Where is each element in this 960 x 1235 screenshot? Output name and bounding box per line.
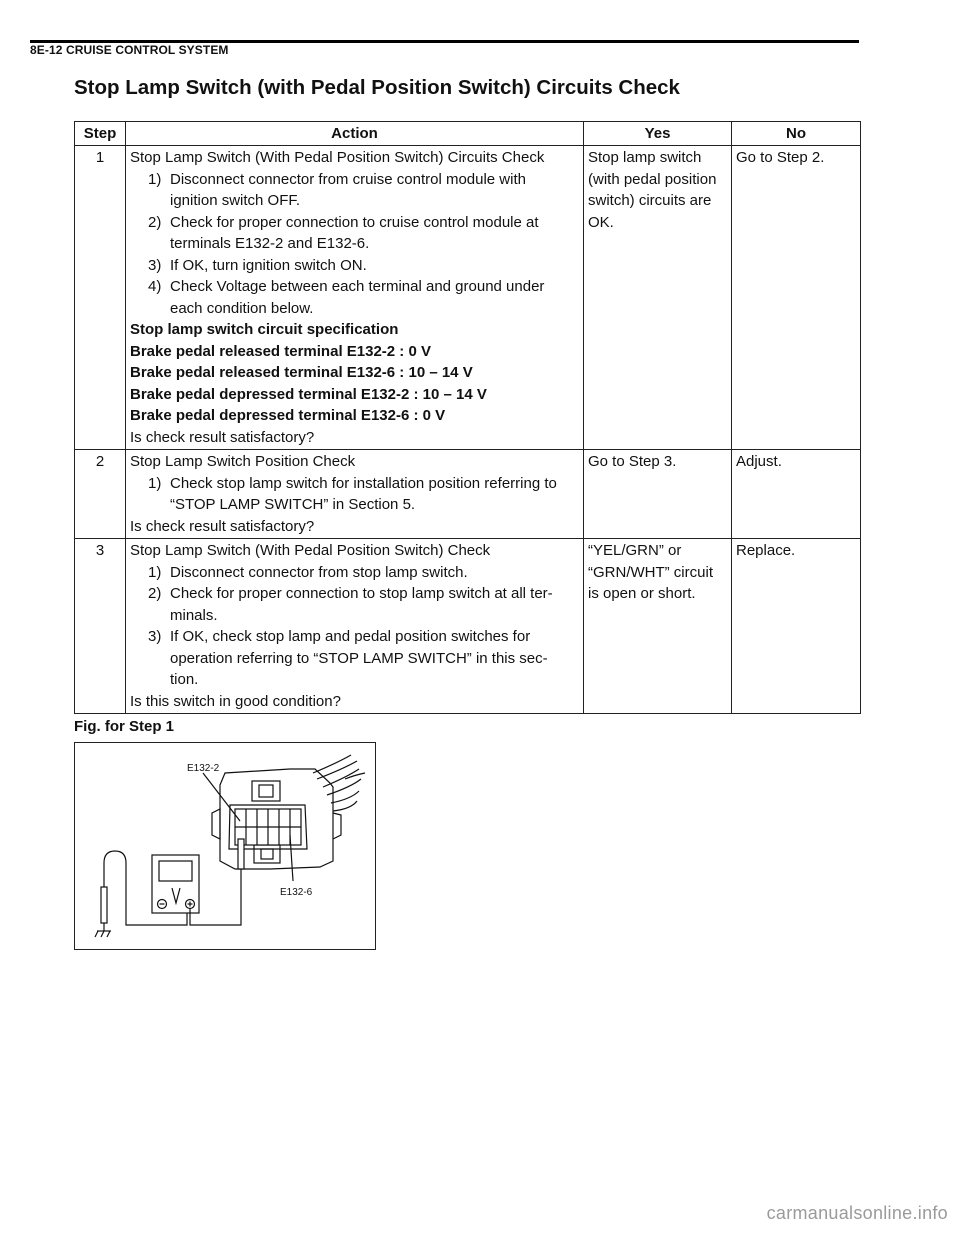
substep-continuation: minals. — [170, 606, 218, 624]
step-yes: Stop lamp switch (with pedal position switch) circuits are OK. — [584, 146, 732, 450]
substep: 1) Disconnect connector from cruise control module with — [148, 170, 526, 188]
substep-continuation: tion. — [170, 671, 199, 688]
action-title: Stop Lamp Switch (With Pedal Position Switch) Check — [130, 542, 491, 559]
section-header: 8E-12 CRUISE CONTROL SYSTEM — [30, 43, 229, 57]
page-title: Stop Lamp Switch (with Pedal Position Switch) Circuits Check — [74, 76, 680, 99]
spec-heading: Stop lamp switch circuit specification — [130, 321, 399, 338]
action-question: Is check result satisfactory? — [130, 428, 315, 446]
column-header-step: Step — [75, 122, 126, 146]
diagnostic-table — [74, 121, 861, 714]
substep-continuation: ignition switch OFF. — [170, 192, 301, 209]
watermark-text: carmanualsonline.info — [766, 1203, 948, 1223]
action-title: Stop Lamp Switch (With Pedal Position Switch) Circuits Check — [130, 149, 545, 166]
table-row — [75, 450, 861, 539]
step-action — [126, 450, 584, 539]
test-probe — [238, 839, 244, 869]
step-action — [126, 539, 584, 714]
substep: 3) If OK, turn ignition switch ON. — [148, 256, 367, 274]
step-number: 2 — [75, 450, 126, 539]
action-title: Stop Lamp Switch Position Check — [130, 453, 356, 470]
substep: 1) Disconnect connector from stop lamp switch. — [148, 563, 468, 581]
step-no: Go to Step 2. — [732, 146, 861, 450]
substep: 2) Check for proper connection to cruise control module at — [148, 213, 539, 231]
wiring-illustration — [75, 743, 375, 949]
step-number: 3 — [75, 539, 126, 714]
ground-probe — [101, 887, 107, 923]
table-row — [75, 539, 861, 714]
spec-line: Brake pedal released terminal E132-6 : 10 – 14 V — [130, 364, 473, 381]
table-header-row — [75, 122, 861, 146]
substep-continuation: operation referring to “STOP LAMP SWITCH” in this sec- — [170, 649, 548, 667]
column-header-yes: Yes — [584, 122, 732, 146]
connector-diagram — [74, 742, 376, 950]
header-rule — [30, 40, 859, 47]
column-header-no: No — [732, 122, 861, 146]
action-question: Is this switch in good condition? — [130, 692, 341, 710]
step-no: Replace. — [732, 539, 861, 714]
substep-continuation: terminals E132-2 and E132-6. — [170, 235, 370, 252]
action-question: Is check result satisfactory? — [130, 517, 315, 535]
label-e132-2: E132-2 — [187, 763, 220, 774]
spec-line: Brake pedal released terminal E132-2 : 0 V — [130, 342, 431, 360]
substep-continuation: “STOP LAMP SWITCH” in Section 5. — [170, 496, 416, 513]
substep: 1) Check stop lamp switch for installation position referring to — [148, 474, 557, 492]
step-no: Adjust. — [732, 450, 861, 539]
substep-continuation: each condition below. — [170, 299, 314, 317]
step-action — [126, 146, 584, 450]
spec-line: Brake pedal depressed terminal E132-6 : 0 V — [130, 407, 446, 424]
label-e132-6: E132-6 — [280, 887, 313, 898]
step-number: 1 — [75, 146, 126, 450]
table-row — [75, 146, 861, 450]
figure-caption: Fig. for Step 1 — [74, 718, 175, 735]
column-header-action: Action — [126, 122, 584, 146]
substep: 4) Check Voltage between each terminal and ground under — [148, 278, 545, 295]
step-yes: “YEL/GRN” or “GRN/WHT” circuit is open or short. — [584, 539, 732, 714]
substep: 3) If OK, check stop lamp and pedal position switches for — [148, 628, 531, 645]
spec-line: Brake pedal depressed terminal E132-2 : 10 – 14 V — [130, 385, 487, 403]
substep: 2) Check for proper connection to stop lamp switch at all ter- — [148, 585, 553, 602]
step-yes: Go to Step 3. — [584, 450, 732, 539]
